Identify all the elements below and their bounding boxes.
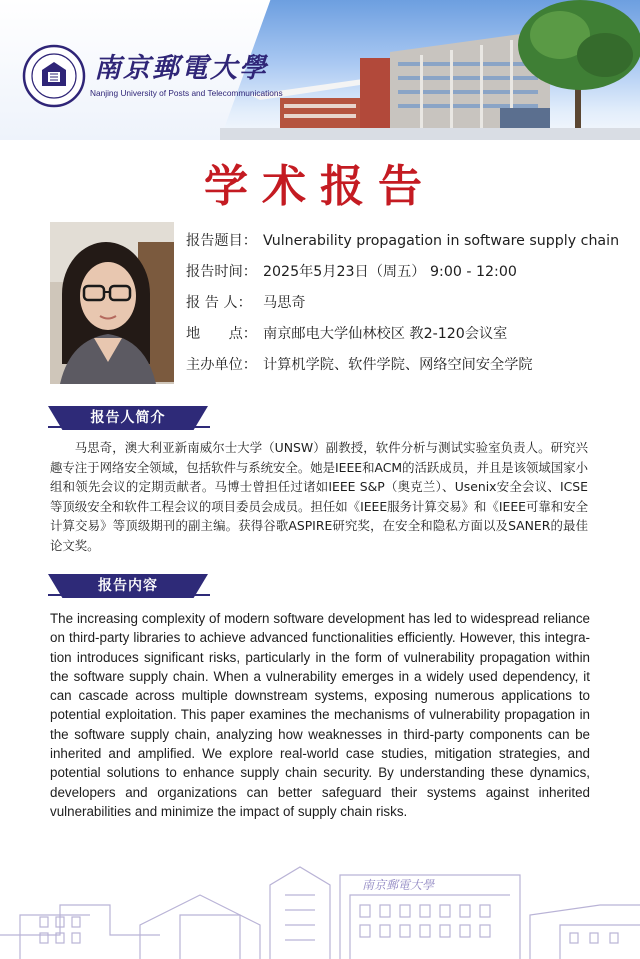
content-section-header: [48, 574, 210, 598]
university-seal-icon: [22, 44, 86, 108]
info-organizer-label: 主办单位：: [186, 357, 257, 373]
bio-heading: 报告人简介: [90, 410, 166, 426]
speaker-bio: 马思奇，澳大利亚新南威尔士大学（UNSW）副教授，软件分析与测试实验室负责人。研究兴趣专注于网络安全领域，包括软件与系统安全。她是IEEE和ACM的活跃成员，并且是该领域国家小组和领先会议的定期贡献者。马博士曾担任过诸如IEEE S&P（奥克兰）、Usenix安全会议、ICSE等顶级安全和软件工程会议的项目委员会成员。担任如《IEEE服务计算交易》和《IEEE可靠和安全计算交易》等顶级期刊的副主编。获得谷歌ASPIRE研究奖，在安全和隐私方面以及SANER的最佳论文奖。: [50, 440, 588, 553]
info-location-value: 南京邮电大学仙林校区 教2-120会议室: [263, 326, 508, 342]
page-title: 学术报告: [204, 161, 436, 212]
content-heading: 报告内容: [98, 578, 158, 594]
campus-line-art-footer: [0, 855, 640, 959]
info-location: [186, 323, 619, 354]
talk-info: [186, 230, 619, 385]
info-location-label: 地 点：: [186, 326, 257, 342]
campus-building-photo: [220, 0, 640, 140]
university-name-cn: 南京郵電大學: [94, 53, 268, 84]
info-topic-value: Vulnerability propagation in software supply chain: [263, 233, 620, 249]
footer-university-sign: 南京郵電大學: [362, 878, 435, 892]
info-topic: [186, 230, 619, 261]
university-name-en: Nanjing University of Posts and Telecommunications: [90, 88, 283, 98]
info-speaker-label: 报 告 人：: [186, 295, 252, 311]
info-organizer: [186, 354, 619, 385]
info-speaker: [186, 292, 619, 323]
header-banner: [0, 0, 640, 140]
bio-section-header: [48, 406, 210, 430]
info-time: [186, 261, 619, 292]
speaker-photo: [50, 222, 174, 384]
info-topic-label: 报告题目：: [186, 233, 257, 249]
talk-abstract: The increasing complexity of modern software development has led to widespread reliance on third-party libraries to achieve advanced functionalities efficiently. However, this integration introduces significant risks, particularly in the form of vulnerability propagation within the software supply chain. When a vulnerability emerges in a widely used dependency, it can cascade across multiple downstream systems, exposing numerous applications to potential exploitation. This paper examines the mechanisms of vulnerability propagation in the software supply chain, analyzing how weaknesses in third-party components can be inherited and amplified. We explore real-world case studies, mitigation strategies, and potential solutions to enhance supply chain security. By understanding these dynamics, developers and organizations can better safeguard their systems against inherited vulnerabilities and minimize the impact of supply chain risks.: [50, 611, 590, 819]
info-speaker-value: 马思奇: [263, 295, 306, 311]
info-time-label: 报告时间：: [186, 264, 257, 280]
info-organizer-value: 计算机学院、软件学院、网络空间安全学院: [263, 357, 533, 373]
info-time-value: 2025年5月23日（周五） 9:00 - 12:00: [263, 264, 517, 280]
